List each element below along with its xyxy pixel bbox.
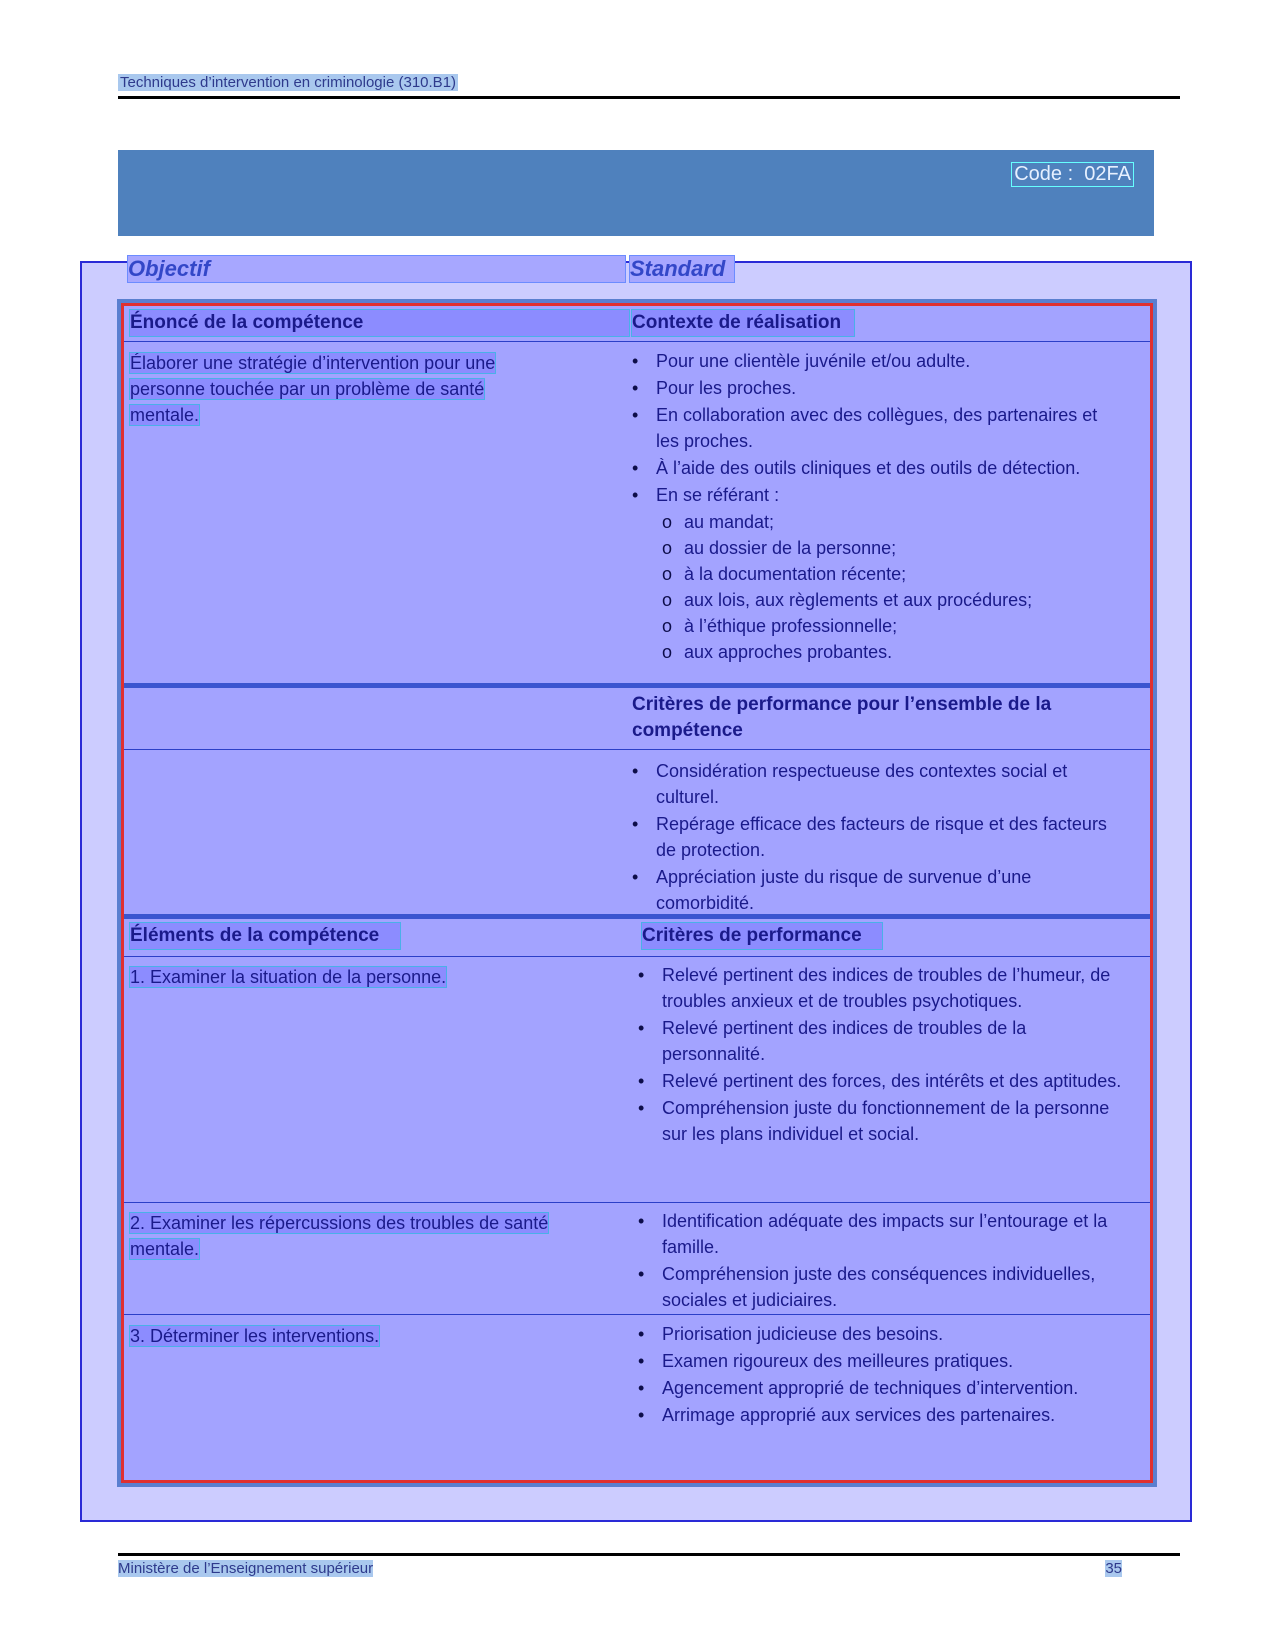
- enonce-heading: Énoncé de la compétence: [130, 310, 629, 336]
- elements-heading: Éléments de la compétence: [130, 923, 400, 949]
- element-2-criteria: [638, 1208, 1128, 1314]
- criteres-performance-heading: Critères de performance: [642, 923, 882, 949]
- contexte-item: • Pour une clientèle juvénile et/ou adulte.: [632, 348, 1102, 374]
- divider: [124, 341, 1150, 342]
- program-title: Techniques d’intervention en criminologie (310.B1): [120, 74, 457, 91]
- contexte-item: • En collaboration avec des collègues, des partenaires et les proches.: [632, 402, 1102, 454]
- criteria-item: • Arrimage approprié aux services des partenaires.: [638, 1402, 1128, 1428]
- contexte-subitem: o à la documentation récente;: [662, 561, 1102, 587]
- page-footer: [118, 1553, 1180, 1580]
- criteria-item: • Compréhension juste des conséquences individuelles, sociales et judiciaires.: [638, 1261, 1128, 1313]
- competency-code: [1011, 162, 1134, 187]
- contexte-item: • En se référant :: [632, 482, 1102, 508]
- criteria-item: • Identification adéquate des impacts sur l’entourage et la famille.: [638, 1208, 1128, 1260]
- element-2-text: 2. Examiner les répercussions des troubles de santé mentale.: [130, 1213, 549, 1259]
- column-heading-standard: Standard: [629, 255, 735, 283]
- section-divider: [124, 683, 1150, 688]
- section-divider: [124, 914, 1150, 919]
- competency-table: [121, 303, 1153, 1483]
- contexte-subitem: o aux approches probantes.: [662, 639, 1102, 665]
- divider: [124, 749, 1150, 750]
- competency-band: [118, 150, 1154, 236]
- element-2: [130, 1210, 620, 1262]
- code-value: 02FA: [1084, 163, 1131, 185]
- criteria-item: • Examen rigoureux des meilleures pratiques.: [638, 1348, 1128, 1374]
- contexte-item: • Pour les proches.: [632, 375, 1102, 401]
- criteres-ensemble-item: • Considération respectueuse des contextes social et culturel.: [632, 758, 1122, 810]
- contexte-item: • À l’aide des outils cliniques et des outils de détection.: [632, 455, 1102, 481]
- page-number: 35: [1105, 1560, 1122, 1577]
- column-heading-objectif: Objectif: [127, 255, 626, 283]
- divider: [124, 956, 1150, 957]
- page-header: [118, 74, 1180, 99]
- criteres-ensemble-heading: Critères de performance pour l’ensemble de la compétence: [632, 694, 1052, 741]
- contexte-list: [632, 348, 1102, 665]
- contexte-subitem: o au mandat;: [662, 509, 1102, 535]
- element-1-criteria: [638, 962, 1128, 1148]
- divider: [124, 1314, 1150, 1315]
- contexte-subitem: o au dossier de la personne;: [662, 535, 1102, 561]
- ministry-name: Ministère de l’Enseignement supérieur: [118, 1560, 374, 1577]
- criteres-ensemble-list: [632, 758, 1122, 917]
- divider: [124, 1202, 1150, 1203]
- criteria-item: • Compréhension juste du fonctionnement de la personne sur les plans individuel et social.: [638, 1095, 1128, 1147]
- criteria-item: • Relevé pertinent des forces, des intérêts et des aptitudes.: [638, 1068, 1128, 1094]
- criteres-ensemble-item: • Appréciation juste du risque de survenue d’une comorbidité.: [632, 864, 1122, 916]
- criteria-item: • Relevé pertinent des indices de troubles de la personnalité.: [638, 1015, 1128, 1067]
- enonce-statement: Élaborer une stratégie d’intervention pour une personne touchée par un problème de santé mentale.: [130, 353, 496, 425]
- contexte-subitem: o aux lois, aux règlements et aux procédures;: [662, 587, 1102, 613]
- criteria-item: • Relevé pertinent des indices de troubles de l’humeur, de troubles anxieux et de troubles psychotiques.: [638, 962, 1128, 1014]
- enonce-text: [130, 350, 540, 428]
- criteria-item: • Priorisation judicieuse des besoins.: [638, 1321, 1128, 1347]
- element-3: [130, 1323, 620, 1349]
- element-1: [130, 964, 620, 990]
- contexte-subitem: o à l’éthique professionnelle;: [662, 613, 1102, 639]
- element-1-text: 1. Examiner la situation de la personne.: [130, 967, 447, 987]
- criteres-ensemble-item: • Repérage efficace des facteurs de risque et des facteurs de protection.: [632, 811, 1122, 863]
- element-3-text: 3. Déterminer les interventions.: [130, 1326, 380, 1346]
- criteria-item: • Agencement approprié de techniques d’intervention.: [638, 1375, 1128, 1401]
- contexte-heading: Contexte de réalisation: [632, 310, 854, 336]
- code-label: Code :: [1014, 163, 1074, 185]
- element-3-criteria: [638, 1321, 1128, 1429]
